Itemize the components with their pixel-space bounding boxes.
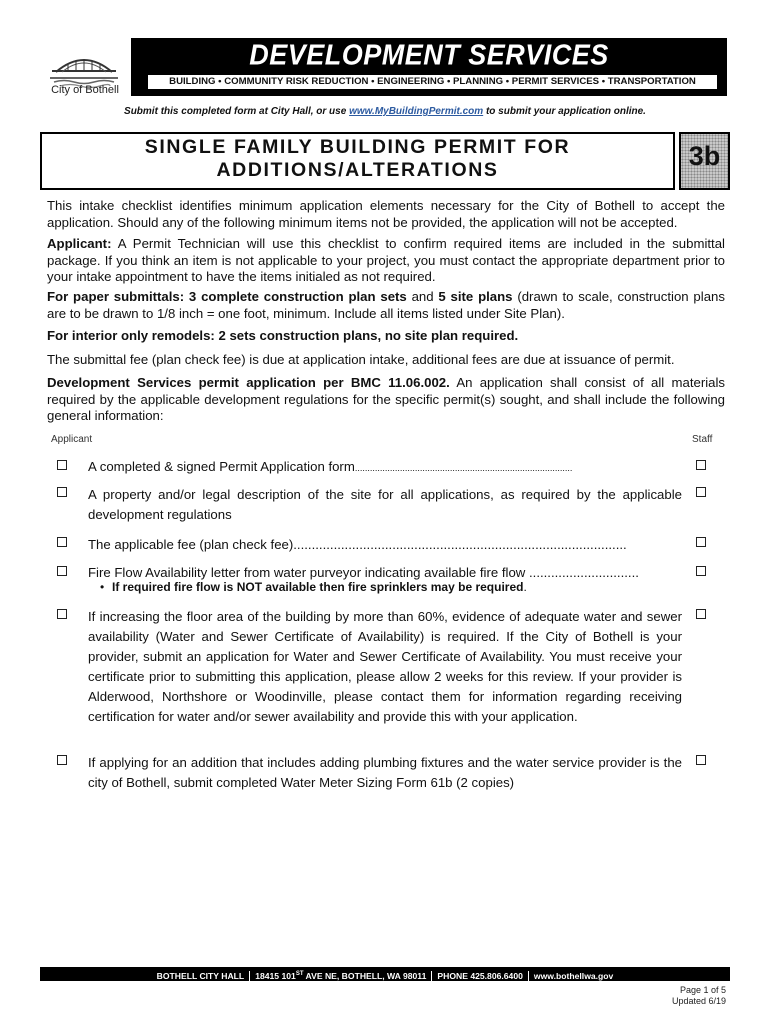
applicant-label: Applicant:: [47, 236, 112, 251]
staff-checkbox-2[interactable]: [696, 487, 706, 497]
footer-bar: [40, 967, 730, 981]
leader-dots: ...........................................................................................: [293, 537, 627, 552]
footer-page-info: [672, 985, 726, 1007]
updated-date: Updated 6/19: [671, 996, 726, 1006]
footer-phone: PHONE 425.806.6400: [437, 970, 523, 981]
checklist-item-1-text: A completed & signed Permit Application form: [88, 459, 355, 474]
bmc-label: Development Services permit application per BMC 11.06.002.: [47, 375, 450, 390]
checklist-item-2: A property and/or legal description of the site for all applications, as required by the applicable development regulations: [88, 487, 682, 522]
staff-column-header: Staff: [692, 434, 713, 445]
paper-submittals-paragraph: [47, 289, 725, 322]
fire-sprinkler-note: [112, 580, 527, 594]
checklist-item-3: [88, 535, 682, 555]
applicant-text: A Permit Technician will use this checklist to confirm required items are included in the submittal package. If you think an item is not applicable to your project, you must contact the appropriate department prior to your intake appointment to have the items initialed as not required.: [47, 236, 725, 284]
footer-separator: [528, 971, 529, 982]
form-title-line1: SINGLE FAMILY BUILDING PERMIT FOR: [144, 136, 571, 158]
checklist-item-1: [88, 457, 682, 478]
paper-submittals-and: and: [406, 289, 439, 304]
fire-sprinkler-note-text: If required fire flow is NOT available then fire sprinklers may be required: [112, 580, 524, 594]
submit-prefix: Submit this completed form at City Hall, or use: [124, 106, 350, 117]
leader-dots: .......................................................................................: [354, 463, 573, 473]
staff-checkbox-3[interactable]: [696, 537, 706, 547]
footer-address-number: 18415 101: [255, 970, 296, 981]
paper-submittals-text: (drawn to scale, construction plans are to be drawn to 1/8 inch = one foot, minimum. Include all items listed under Site Plan).: [47, 289, 725, 321]
staff-checkbox-4[interactable]: [696, 566, 706, 576]
applicant-checkbox-2[interactable]: [57, 487, 67, 497]
paper-submittals-bold1: For paper submittals: 3 complete construction plan sets: [47, 289, 407, 304]
bmc-text: An application shall consist of all materials required by the applicable development regulations for the specific permit(s) sought, and shall include the following general information:: [47, 375, 725, 423]
applicant-checkbox-1[interactable]: [57, 460, 67, 470]
footer-separator: [249, 971, 250, 982]
leader-dots: ..............................: [525, 565, 639, 580]
checklist-item-5: If increasing the floor area of the building by more than 60%, evidence of adequate water and sewer availability (Water and Sewer Certificate of Availability) is required. If the City of Bothell is your provider, submit an application for Water and Sewer Certificate of Availability. You must receive your certificate prior to submitting this application, please allow 2 weeks for this review. If your provider is Alderwood, Northshore or Woodinville, please contact them for information regarding receiving certification for water and/or sewer availability and provide this with your application.: [88, 609, 682, 724]
applicant-checkbox-6[interactable]: [57, 755, 67, 765]
footer-separator: [431, 971, 432, 982]
applicant-checkbox-5[interactable]: [57, 609, 67, 619]
intro-paragraph: This intake checklist identifies minimum application elements necessary for the City of Bothell to accept the application. Should any of the following minimum items not be provided, the application will not be accepted.: [47, 198, 725, 230]
fire-sprinkler-note-period: .: [523, 580, 527, 594]
submit-suffix: to submit your application online.: [483, 106, 646, 117]
header-title: DEVELOPMENT SERVICES: [249, 39, 609, 71]
mybuildingpermit-link[interactable]: www.MyBuildingPermit.com: [349, 106, 484, 117]
form-title-line2: ADDITIONS/ALTERATIONS: [216, 159, 499, 181]
interior-remodels-paragraph: For interior only remodels: 2 sets construction plans, no site plan required.: [47, 328, 519, 343]
applicant-checkbox-4[interactable]: [57, 566, 67, 576]
applicant-checkbox-3[interactable]: [57, 537, 67, 547]
paper-submittals-bold2: 5 site plans: [438, 289, 513, 304]
page-number: Page 1 of 5: [679, 985, 726, 995]
footer-address-suffix: ST: [295, 971, 304, 977]
staff-checkbox-1[interactable]: [696, 460, 706, 470]
bmc-paragraph: [47, 375, 725, 425]
staff-checkbox-6[interactable]: [696, 755, 706, 765]
form-code: 3b: [688, 141, 721, 171]
applicant-column-header: Applicant: [51, 434, 93, 445]
checklist-item-3-text: The applicable fee (plan check fee): [88, 537, 294, 552]
org-name: City of Bothell: [51, 84, 119, 96]
staff-checkbox-5[interactable]: [696, 609, 706, 619]
submit-instructions: [40, 106, 730, 117]
form-title: [40, 136, 675, 182]
submittal-fee-paragraph: The submittal fee (plan check fee) is due at application intake, additional fees are due at issuance of permit.: [47, 352, 675, 367]
applicant-paragraph: [47, 236, 725, 286]
header-subtitle: BUILDING • COMMUNITY RISK REDUCTION • ENGINEERING • PLANNING • PERMIT SERVICES • TRANSPORTATION: [147, 74, 718, 90]
footer-website[interactable]: www.bothellwa.gov: [533, 970, 614, 981]
checklist-item-6: If applying for an addition that includes adding plumbing fixtures and the water service provider is the city of Bothell, submit completed Water Meter Sizing Form 61b (2 copies): [88, 755, 682, 790]
checklist-item-4-text: Fire Flow Availability letter from water purveyor indicating available fire flow: [88, 565, 526, 580]
bullet-icon: •: [100, 580, 105, 594]
footer-city-hall: BOTHELL CITY HALL: [156, 970, 245, 981]
footer-address: AVE NE, BOTHELL, WA 98011: [303, 970, 427, 981]
